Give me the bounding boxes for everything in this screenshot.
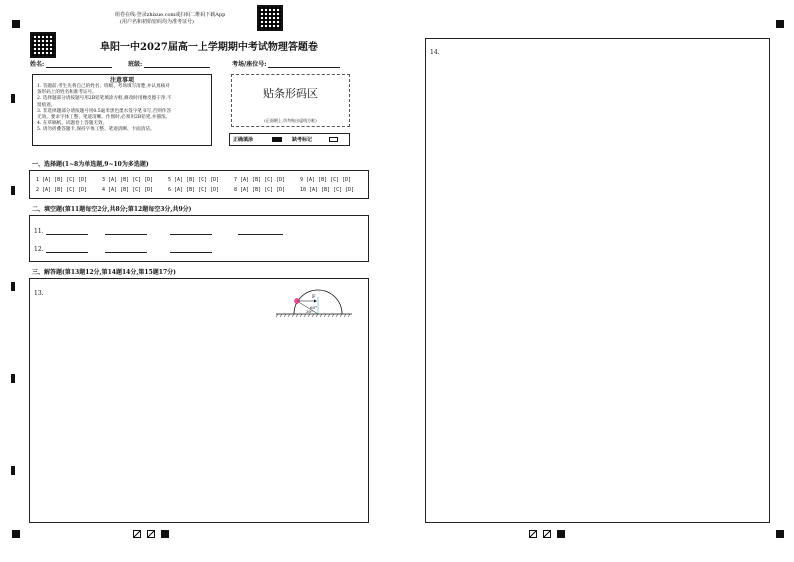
correct-fill-label: 正确填涂 bbox=[233, 137, 254, 143]
ground-hatch bbox=[276, 314, 352, 317]
seat-underline bbox=[268, 60, 340, 68]
q12-blank-1[interactable] bbox=[46, 252, 88, 253]
barcode-area bbox=[231, 74, 350, 127]
slash-box bbox=[529, 530, 537, 538]
q12-blank-3[interactable] bbox=[170, 252, 212, 253]
seat-label: 考场/座位号: bbox=[232, 61, 267, 68]
notice-line: 2. 选择题部分请按题号用2B铅笔填涂方框,修改时用橡皮擦干净,不 bbox=[37, 96, 172, 102]
name-label: 姓名: bbox=[30, 61, 45, 68]
seat-field[interactable] bbox=[232, 60, 340, 68]
corner-mark-top-right bbox=[776, 20, 784, 28]
choice-question[interactable]: 1 [A] [B] [C] [D] bbox=[36, 177, 88, 183]
notice-line: 无效。要求字体工整、笔迹清晰。作图时,必须用2B铅笔,并描浓。 bbox=[37, 115, 171, 121]
section2-title: 二、填空题(第11题每空2分,共8分;第12题每空3分,共9分) bbox=[32, 206, 192, 213]
notice-line: 条形码上的姓名和准考证号。 bbox=[37, 90, 97, 96]
q11-label: 11. bbox=[34, 228, 44, 235]
fill-example bbox=[229, 133, 350, 146]
q11-blank-3[interactable] bbox=[170, 234, 212, 235]
missing-mark-checkbox[interactable] bbox=[329, 137, 338, 142]
notice-lines bbox=[37, 84, 207, 134]
q12-label: 12. bbox=[34, 246, 44, 253]
choice-question[interactable]: 9 [A] [B] [C] [D] bbox=[300, 177, 352, 183]
class-label: 班级: bbox=[128, 61, 143, 68]
notice-line: 4. 在草稿纸、试题卷上答题无效。 bbox=[37, 121, 108, 127]
choice-question[interactable]: 6 [A] [B] [C] [D] bbox=[168, 187, 220, 193]
name-underline bbox=[46, 60, 112, 68]
filled-box bbox=[161, 530, 169, 538]
q13-label: 13. bbox=[34, 290, 44, 297]
missing-mark-label: 缺考标记 bbox=[292, 137, 313, 143]
side-mark bbox=[11, 466, 15, 475]
side-mark bbox=[11, 94, 15, 103]
slash-box bbox=[147, 530, 155, 538]
q11-blank-2[interactable] bbox=[105, 234, 147, 235]
angle-60-label: 60° bbox=[310, 305, 318, 310]
notice-line: 留痕迹。 bbox=[37, 102, 56, 108]
ad-line-1: 组卷在线:登录zhixue.com或扫码二维码下载App bbox=[115, 12, 226, 18]
q13-figure bbox=[274, 287, 354, 319]
barcode-note: (正面朝上,切勿贴出虚线方框) bbox=[264, 118, 317, 123]
class-field[interactable] bbox=[128, 60, 210, 68]
side-mark bbox=[11, 186, 15, 195]
side-mark bbox=[11, 374, 15, 383]
notice-line: 1. 答题前,考生先将自己的姓名、班级、考场填写清楚,并认真核对 bbox=[37, 84, 170, 89]
answer-box-right[interactable] bbox=[425, 38, 770, 523]
corner-mark-top-left bbox=[12, 20, 20, 28]
notice-title: 注意事项 bbox=[109, 77, 134, 84]
q12-blank-2[interactable] bbox=[105, 252, 147, 253]
barcode-title: 贴条形码区 bbox=[263, 87, 318, 100]
choice-box bbox=[29, 170, 369, 199]
notice-line: 3. 非选择题部分请按题号用0.5毫米黑色墨水签字笔书写,否则作答 bbox=[37, 108, 172, 114]
q11-blank-1[interactable] bbox=[46, 234, 88, 235]
choice-question[interactable]: 7 [A] [B] [C] [D] bbox=[234, 177, 286, 183]
section1-title: 一、选择题(1~8为单选题,9~10为多选题) bbox=[32, 161, 149, 168]
corner-mark-bottom-left bbox=[12, 530, 20, 538]
choice-question[interactable]: 10 [A] [B] [C] [D] bbox=[300, 187, 355, 193]
notice-box bbox=[32, 74, 212, 146]
section3-title: 三、解答题(第13题12分,第14题14分,第15题17分) bbox=[32, 269, 176, 276]
choice-question[interactable]: 2 [A] [B] [C] [D] bbox=[36, 187, 88, 193]
choice-question[interactable]: 3 [A] [B] [C] [D] bbox=[102, 177, 154, 183]
choice-question[interactable]: 8 [A] [B] [C] [D] bbox=[234, 187, 286, 193]
answer-box-left[interactable] bbox=[29, 278, 369, 523]
force-label: F bbox=[312, 294, 316, 300]
q11-blank-4[interactable] bbox=[238, 234, 283, 235]
qr-code-left bbox=[30, 32, 56, 58]
ad-line-2: (用户名和初始密码均为准考证号) bbox=[120, 19, 194, 25]
qr-code-top bbox=[257, 5, 283, 31]
slash-box bbox=[133, 530, 141, 538]
slash-box bbox=[543, 530, 551, 538]
angle-30-label: 30° bbox=[306, 309, 314, 314]
class-underline bbox=[144, 60, 210, 68]
corner-mark-bottom-right bbox=[776, 530, 784, 538]
notice-line: 5. 请勿折叠答题卡,保持字体工整、笔迹清晰、卡面清洁。 bbox=[37, 127, 155, 133]
choice-question[interactable]: 4 [A] [B] [C] [D] bbox=[102, 187, 154, 193]
choice-question[interactable]: 5 [A] [B] [C] [D] bbox=[168, 177, 220, 183]
fill-blank-box bbox=[29, 215, 369, 262]
q14-label: 14. bbox=[430, 49, 440, 56]
name-field[interactable] bbox=[30, 60, 112, 68]
filled-box bbox=[557, 530, 565, 538]
correct-fill-sample bbox=[272, 137, 282, 142]
page-title: 阜阳一中2027届高一上学期期中考试物理答题卷 bbox=[100, 42, 318, 53]
side-mark bbox=[11, 282, 15, 291]
